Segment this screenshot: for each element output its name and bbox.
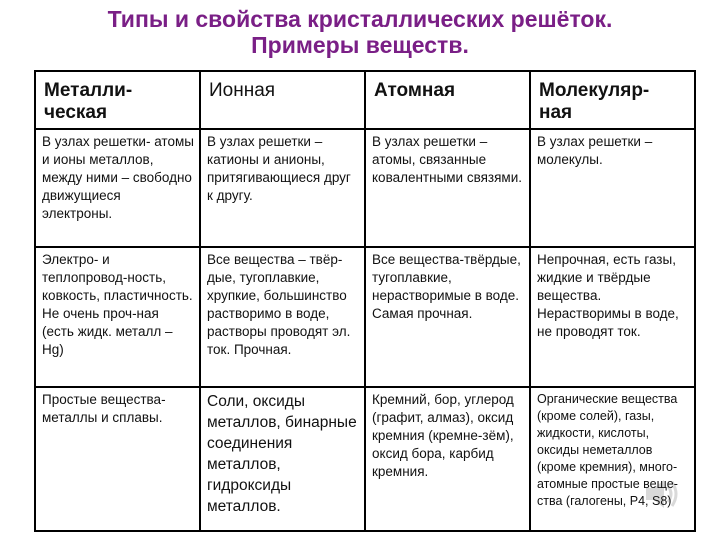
cell-props-ionic: Все вещества – твёр-дые, тугоплавкие, хрупкие, большинство растворимо в воде, растворы проводят эл. ток. Прочная.: [200, 247, 365, 387]
table-row-examples: [35, 387, 695, 531]
header-ionic: Ионная: [200, 71, 365, 129]
table-row-lattice-nodes: [35, 129, 695, 247]
cell-props-molecular: Непрочная, есть газы, жидкие и твёрдые вещества. Нерастворимы в воде, не проводят ток.: [530, 247, 695, 387]
cell-props-metallic: Электро- и теплопровод-ность, ковкость, пластичность. Не очень проч-ная (есть жидк. металл – Hg): [35, 247, 200, 387]
header-metallic: Металли- ческая: [35, 71, 200, 129]
cell-ex-molecular: Органические вещества (кроме солей), газы, жидкости, кислоты, оксиды неметаллов (кроме кремния), много-атомные простые веще-ства (галогены, P4, S8): [530, 387, 695, 531]
table-row-properties: [35, 247, 695, 387]
cell-props-atomic: Все вещества-твёрдые, тугоплавкие, нерастворимые в воде. Самая прочная.: [365, 247, 530, 387]
title-line-1: Типы и свойства кристаллических решёток.: [107, 6, 613, 32]
speaker-icon: [642, 474, 682, 514]
header-molecular: Молекуляр- ная: [530, 71, 695, 129]
crystal-lattice-table: [34, 70, 696, 532]
page-title: [0, 6, 720, 58]
cell-nodes-molecular: В узлах решетки – молекулы.: [530, 129, 695, 247]
cell-nodes-metallic: В узлах решетки- атомы и ионы металлов, между ними – свободно движущиеся электроны.: [35, 129, 200, 247]
cell-ex-atomic: Кремний, бор, углерод (графит, алмаз), оксид кремния (кремне-зём), оксид бора, карбид кремния.: [365, 387, 530, 531]
cell-ex-ionic: Соли, оксиды металлов, бинарные соединения металлов, гидроксиды металлов.: [200, 387, 365, 531]
cell-nodes-ionic: В узлах решетки – катионы и анионы, притягивающиеся друг к другу.: [200, 129, 365, 247]
cell-nodes-atomic: В узлах решетки – атомы, связанные ковалентными связями.: [365, 129, 530, 247]
cell-ex-metallic: Простые вещества-металлы и сплавы.: [35, 387, 200, 531]
title-line-2: Примеры веществ.: [251, 32, 469, 58]
header-atomic: Атомная: [365, 71, 530, 129]
table-header-row: [35, 71, 695, 129]
